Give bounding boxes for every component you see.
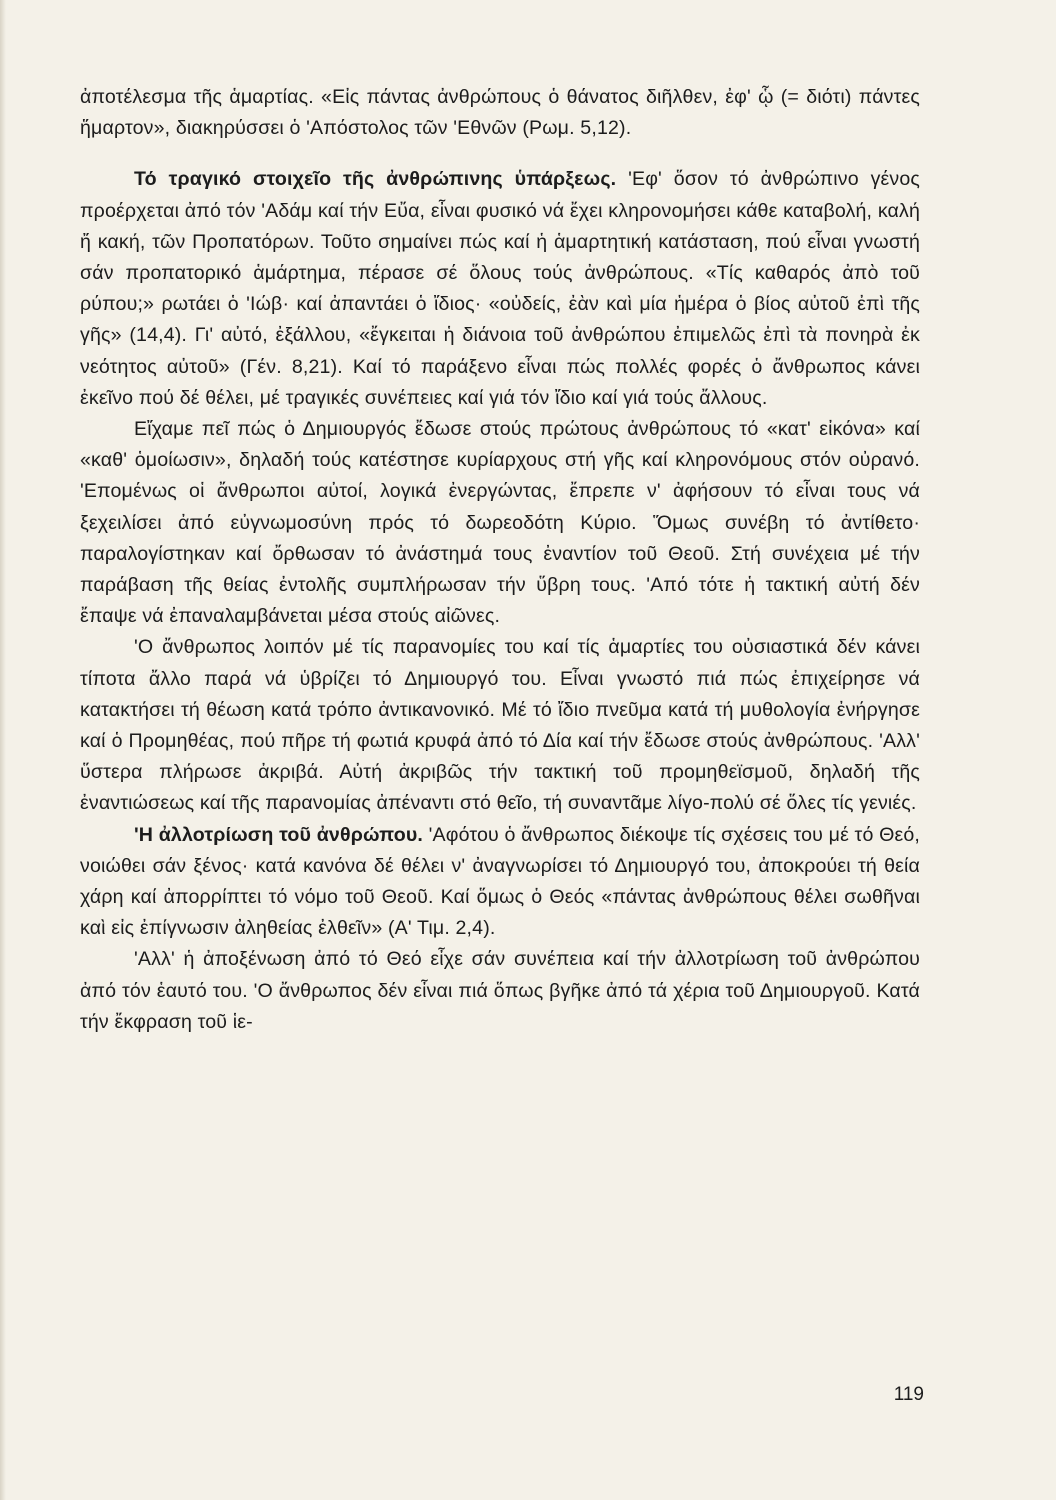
paragraph-1-text: ἀποτέλεσμα τῆς ἁμαρτίας. «Εἰς πάντας ἀνθρώπους ὁ θάνατος διῆλθεν, ἐφ' ᾧ (= διότι) πάντες ἥμαρτον», διακηρύσσει ὁ 'Απόστολος τῶν 'Εθνῶν (Ρωμ. 5,12).	[80, 86, 920, 140]
paragraph-1	[80, 82, 920, 144]
paragraph-5	[80, 820, 920, 945]
page-binding-edge	[0, 0, 6, 1500]
page-body	[80, 82, 920, 1038]
section-heading-alienation: 'Η ἀλλοτρίωση τοῦ ἀνθρώπου.	[134, 823, 429, 846]
section-heading-tragic-element: Τό τραγικό στοιχεῖο τῆς ἀνθρώπινης ὑπάρξεως.	[134, 168, 629, 191]
paragraph-3	[80, 414, 920, 632]
paragraph-3-text: Εἴχαμε πεῖ πώς ὁ Δημιουργός ἔδωσε στούς πρώτους ἀνθρώπους τό «κατ' εἰκόνα» καί «καθ' ὁμοίωσιν», δηλαδή τούς κατέστησε κυρίαρχους στή γῆς καί κληρονόμους στόν οὐρανό. 'Επομένως οἱ ἄνθρωποι αὐτοί, λογικά ἐνεργώντας, ἔπρεπε ν' ἀφήσουν τό εἶναι τους νά ξεχειλίσει ἀπό εὐγνωμοσύνη πρός τό δωρεοδότη Κύριο. Ὅμως συνέβη τό ἀντίθετο· παραλογίστηκαν καί ὄρθωσαν τό ἀνάστημά τους ἐναντίον τοῦ Θεοῦ. Στή συνέχεια μέ τήν παράβαση τῆς θείας ἐντολῆς συμπλήρωσαν τήν ὕβρη τους. 'Από τότε ἡ τακτική αὐτή δέν ἔπαψε νά ἐπαναλαμβάνεται μέσα στούς αἰῶνες.	[80, 418, 920, 628]
paragraph-4-text: 'Ο ἄνθρωπος λοιπόν μέ τίς παρανομίες του καί τίς ἁμαρτίες του οὐσιαστικά δέν κάνει τίποτα ἄλλο παρά νά ὑβρίζει τό Δημιουργό του. Εἶναι γνωστό πιά πώς ἐπιχείρησε νά κατακτήσει τή θέωση κατά τρόπο ἀντικανονικό. Μέ τό ἴδιο πνεῦμα κατά τή μυθολογία ἐνήργησε καί ὁ Προμηθέας, πού πῆρε τή φωτιά κρυφά ἀπό τό Δία καί τήν ἔδωσε στούς ἀνθρώπους. 'Αλλ' ὕστερα πλήρωσε ἀκριβά. Αὐτή ἀκριβῶς τήν τακτική τοῦ προμηθεϊσμοῦ, δηλαδή τῆς ἐναντιώσεως καί τῆς παρανομίας ἀπέναντι στό θεῖο, τή συναντᾶμε λίγο-πολύ σέ ὅλες τίς γενιές.	[80, 636, 920, 815]
paragraph-2	[80, 164, 920, 414]
page-number: 119	[893, 1384, 924, 1405]
paragraph-4	[80, 632, 920, 819]
paragraph-6	[80, 944, 920, 1038]
paragraph-6-text: 'Αλλ' ἡ ἀποξένωση ἀπό τό Θεό εἶχε σάν συνέπεια καί τήν ἀλλοτρίωση τοῦ ἀνθρώπου ἀπό τόν ἑαυτό του. 'Ο ἄνθρωπος δέν εἶναι πιά ὅπως βγῆκε ἀπό τά χέρια τοῦ Δημιουργοῦ. Κατά τήν ἔκφραση τοῦ ἱε-	[80, 948, 920, 1033]
paragraph-2-text: 'Εφ' ὅσον τό ἀνθρώπινο γένος προέρχεται ἀπό τόν 'Αδάμ καί τήν Εὔα, εἶναι φυσικό νά ἔχει κληρονομήσει κάθε καταβολή, καλή ἤ κακή, τῶν Προπατόρων. Τοῦτο σημαίνει πώς καί ἡ ἁμαρτητική κατάσταση, πού εἶναι γνωστή σάν προπατορικό ἁμάρτημα, πέρασε σέ ὅλους τούς ἀνθρώπους. «Τίς καθαρός ἀπὸ τοῦ ρύπου;» ρωτάει ὁ 'Ιώβ· καί ἀπαντάει ὁ ἴδιος· «οὐδείς, ἐὰν καὶ μία ἡμέρα ὁ βίος αὐτοῦ ἐπὶ τῆς γῆς» (14,4). Γι' αὐτό, ἐξάλλου, «ἔγκειται ἡ διάνοια τοῦ ἀνθρώπου ἐπιμελῶς ἐπὶ τὰ πονηρὰ ἐκ νεότητος αὐτοῦ» (Γέν. 8,21). Καί τό παράξενο εἶναι πώς πολλές φορές ὁ ἄνθρωπος κάνει ἐκεῖνο πού δέ θέλει, μέ τραγικές συνέπειες καί γιά τόν ἴδιο καί γιά τούς ἄλλους.	[80, 168, 920, 409]
paragraph-5-text: 'Αφότου ὁ ἄνθρωπος διέκοψε τίς σχέσεις του μέ τό Θεό, νοιώθει σάν ξένος· κατά κανόνα δέ θέλει ν' ἀναγνωρίσει τό Δημιουργό του, ἀποκρούει τή θεία χάρη καί ἀπορρίπτει τό νόμο τοῦ Θεοῦ. Καί ὅμως ὁ Θεός «πάντας ἀνθρώπους θέλει σωθῆναι καὶ εἰς ἐπίγνωσιν ἀληθείας ἐλθεῖν» (Α' Τιμ. 2,4).	[80, 823, 921, 940]
